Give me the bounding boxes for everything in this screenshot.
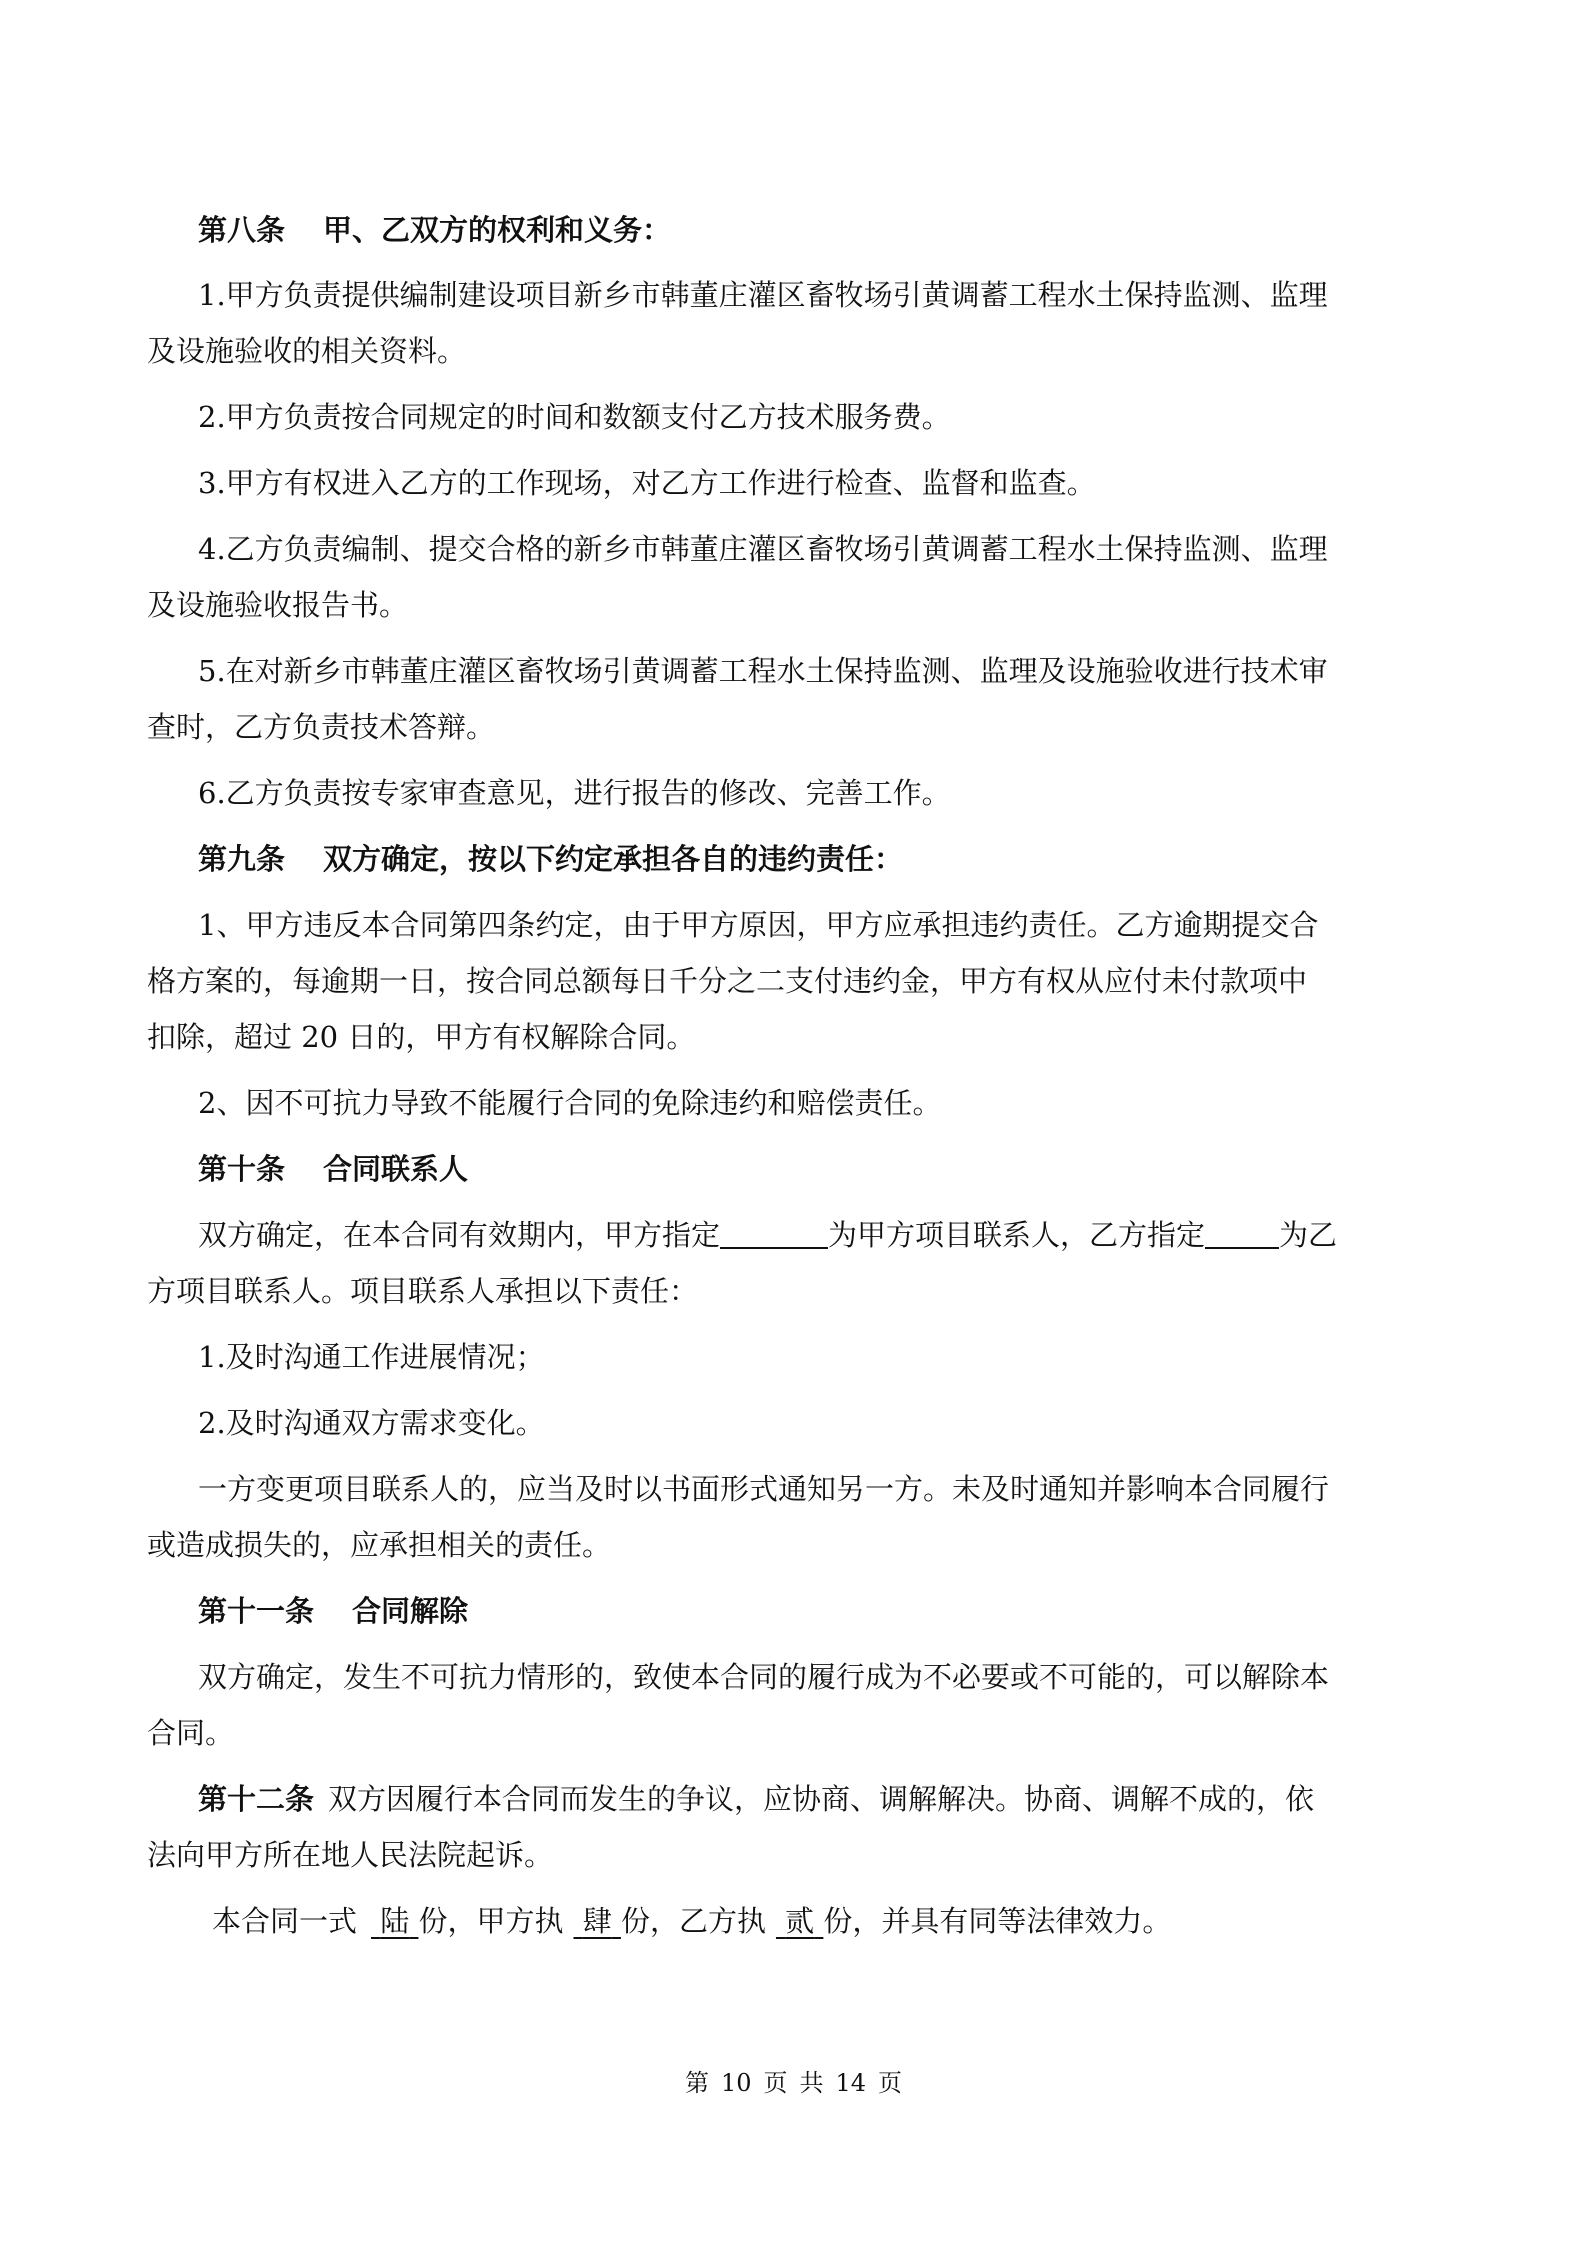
article-10-paragraph-1-cont: 方项目联系人。项目联系人承担以下责任： [147, 1274, 699, 1308]
copies-statement [212, 1896, 1587, 1946]
article-12-paragraph [198, 1774, 1587, 1824]
article-9-item-1: 1、甲方违反本合同第四条约定，由于甲方原因，甲方应承担违约责任。乙方逾期提交合 [198, 908, 1319, 942]
copies-text-a: 本合同一式 [212, 1904, 358, 1938]
party-b-copies-value: 贰 [785, 1904, 815, 1938]
article-8-title: 甲、乙双方的权利和义务： [323, 213, 672, 247]
article-8-item-1: 1.甲方负责提供编制建设项目新乡市韩董庄灌区畜牧场引黄调蓄工程水土保持监测、监理 [198, 278, 1328, 312]
article-12-text: 双方因履行本合同而发生的争议，应协商、调解解决。协商、调解不成的，依 [328, 1782, 1315, 1816]
article-11-number: 第十一条 [198, 1594, 315, 1628]
article-11-heading [198, 1586, 1587, 1636]
article-11-paragraph-cont: 合同。 [147, 1716, 235, 1750]
article-12-paragraph-cont: 法向甲方所在地人民法院起诉。 [147, 1838, 554, 1872]
copies-text-c: 份，乙方执 [620, 1904, 766, 1938]
article-10-paragraph-1 [198, 1210, 1587, 1260]
article-10-item-2: 2.及时沟通双方需求变化。 [198, 1406, 545, 1440]
article-9-item-1-cont: 格方案的，每逾期一日，按合同总额每日千分之二支付违约金，甲方有权从应付未付款项中 [147, 964, 1308, 998]
total-page-count: 14 [835, 2069, 867, 2097]
total-copies-value: 陆 [380, 1904, 410, 1938]
article-8-item-2: 2.甲方负责按合同规定的时间和数额支付乙方技术服务费。 [198, 400, 951, 434]
article-10-item-1: 1.及时沟通工作进展情况； [198, 1340, 545, 1374]
article-10-title: 合同联系人 [323, 1152, 469, 1186]
article-10-paragraph-2: 一方变更项目联系人的，应当及时以书面形式通知另一方。未及时通知并影响本合同履行 [198, 1472, 1330, 1506]
article-8-item-4-cont: 及设施验收报告书。 [147, 588, 409, 622]
article-11-paragraph: 双方确定，发生不可抗力情形的，致使本合同的履行成为不必要或不可能的，可以解除本 [198, 1660, 1330, 1694]
party-a-contact-blank [720, 1217, 828, 1249]
article-10-paragraph-2-cont: 或造成损失的，应承担相关的责任。 [147, 1528, 612, 1562]
copies-text-b: 份，甲方执 [418, 1904, 564, 1938]
article-8-item-6: 6.乙方负责按专家审查意见，进行报告的修改、完善工作。 [198, 776, 951, 810]
article-10-text-b: 为甲方项目联系人，乙方指定 [828, 1218, 1206, 1252]
article-9-item-1-cont2: 扣除，超过 20 日的，甲方有权解除合同。 [147, 1020, 696, 1054]
article-8-item-3: 3.甲方有权进入乙方的工作现场，对乙方工作进行检查、监督和监查。 [198, 466, 1096, 500]
article-10-text-c: 为乙 [1279, 1218, 1338, 1252]
article-10-heading [198, 1144, 1587, 1194]
article-9-heading [198, 834, 1587, 884]
party-a-copies-value: 肆 [582, 1904, 612, 1938]
article-11-title: 合同解除 [352, 1594, 469, 1628]
article-9-number: 第九条 [198, 842, 286, 876]
party-b-contact-blank [1205, 1217, 1279, 1249]
article-10-number: 第十条 [198, 1152, 286, 1186]
article-8-heading [198, 205, 1587, 255]
article-8-item-5: 5.在对新乡市韩董庄灌区畜牧场引黄调蓄工程水土保持监测、监理及设施验收进行技术审 [198, 654, 1328, 688]
article-8-number: 第八条 [198, 213, 286, 247]
article-8-item-5-cont: 查时，乙方负责技术答辩。 [147, 710, 496, 744]
copies-text-d: 份，并具有同等法律效力。 [823, 1904, 1172, 1938]
article-8-item-4: 4.乙方负责编制、提交合格的新乡市韩董庄灌区畜牧场引黄调蓄工程水土保持监测、监理 [198, 532, 1328, 566]
page-footer: 第 10 页 共 14 页 [684, 2069, 903, 2097]
article-9-title: 双方确定，按以下约定承担各自的违约责任： [323, 842, 904, 876]
article-8-item-1-cont: 及设施验收的相关资料。 [147, 334, 467, 368]
article-10-text-a: 双方确定，在本合同有效期内，甲方指定 [198, 1218, 721, 1252]
current-page-number: 10 [720, 2069, 752, 2097]
article-9-item-2: 2、因不可抗力导致不能履行合同的免除违约和赔偿责任。 [198, 1086, 942, 1120]
article-12-number: 第十二条 [198, 1782, 315, 1816]
